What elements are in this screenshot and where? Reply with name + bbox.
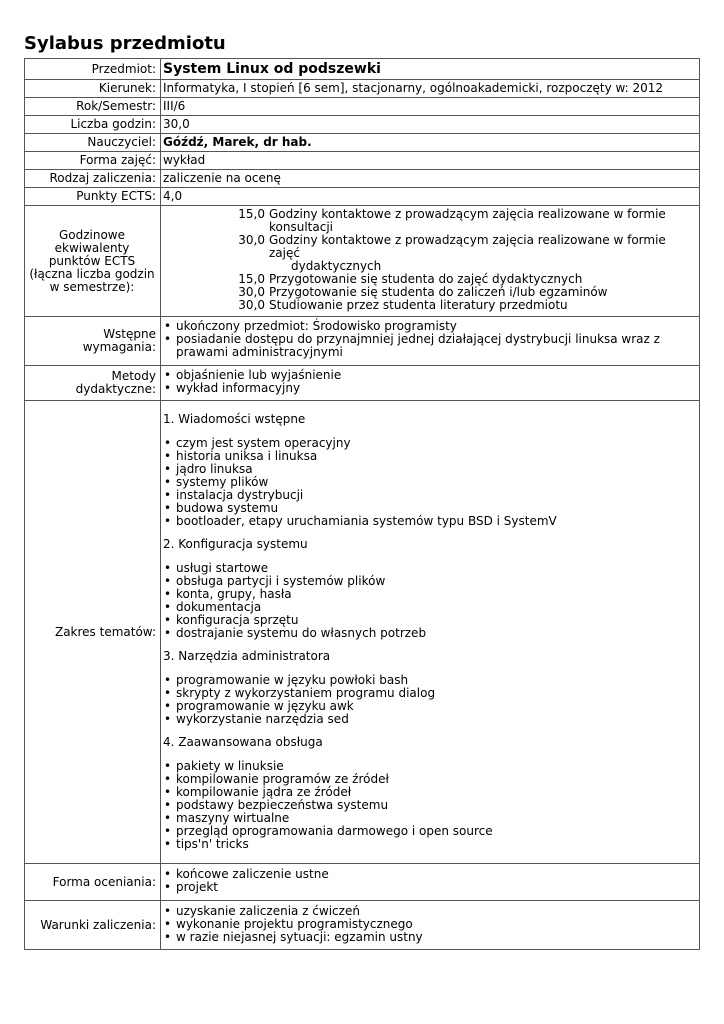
row-nauczyciel [25, 134, 700, 152]
list-item: • systemy plików [163, 476, 696, 489]
requirements-list [163, 320, 696, 359]
value-wymagania [161, 317, 700, 366]
label-forma: Forma zajęć: [25, 152, 161, 170]
list-item: • instalacja dystrybucji [163, 489, 696, 502]
methods-list [163, 369, 696, 395]
row-ocenianie [25, 864, 700, 901]
row-rodzaj [25, 170, 700, 188]
value-forma: wykład [161, 152, 700, 170]
label-ekwiwalenty: Godzinowe ekwiwalenty punktów ECTS (łączna liczba godzin w semestrze): [25, 206, 161, 317]
list-item: • projekt [163, 881, 696, 894]
list-item: • podstawy bezpieczeństwa systemu [163, 799, 696, 812]
label-nauczyciel: Nauczyciel: [25, 134, 161, 152]
value-rok: III/6 [161, 98, 700, 116]
ects-hours-text: Studiowanie przez studenta literatury przedmiotu [269, 298, 568, 312]
list-item: • kompilowanie programów ze źródeł [163, 773, 696, 786]
row-forma [25, 152, 700, 170]
row-warunki [25, 901, 700, 950]
value-warunki [161, 901, 700, 950]
label-rok: Rok/Semestr: [25, 98, 161, 116]
list-item: • dostrajanie systemu do własnych potrzeb [163, 627, 696, 640]
grading-list [163, 868, 696, 894]
list-item: • ukończony przedmiot: Środowisko programisty [163, 320, 696, 333]
value-metody [161, 366, 700, 401]
topics-content [163, 413, 696, 851]
ects-hours-value: 15,0 [238, 207, 265, 221]
topic-section-list [163, 437, 696, 528]
label-warunki: Warunki zaliczenia: [25, 901, 161, 950]
topic-section-heading: 2. Konfiguracja systemu [163, 537, 308, 551]
label-ects: Punkty ECTS: [25, 188, 161, 206]
ects-hours-text: Godziny kontaktowe z prowadzącym zajęcia realizowane w formie konsultacji [269, 207, 666, 234]
topic-section-list [163, 760, 696, 851]
label-godziny: Liczba godzin: [25, 116, 161, 134]
list-item: • konfiguracja sprzętu [163, 614, 696, 627]
row-wymagania [25, 317, 700, 366]
value-ocenianie [161, 864, 700, 901]
ects-hours-desc [269, 208, 696, 234]
label-metody: Metody dydaktyczne: [25, 366, 161, 401]
topic-section-heading: 3. Narzędzia administratora [163, 649, 331, 663]
row-ects [25, 188, 700, 206]
list-item: • objaśnienie lub wyjaśnienie [163, 369, 696, 382]
row-zakres [25, 401, 700, 864]
list-item: • końcowe zaliczenie ustne [163, 868, 696, 881]
label-zakres: Zakres tematów: [25, 401, 161, 864]
row-kierunek [25, 80, 700, 98]
label-rodzaj: Rodzaj zaliczenia: [25, 170, 161, 188]
value-rodzaj: zaliczenie na ocenę [161, 170, 700, 188]
label-kierunek: Kierunek: [25, 80, 161, 98]
syllabus-table [24, 58, 700, 950]
ects-hours-row [163, 299, 696, 312]
conditions-list [163, 905, 696, 944]
list-item: • bootloader, etapy uruchamiania systemów typu BSD i SystemV [163, 515, 696, 528]
list-item: • czym jest system operacyjny [163, 437, 696, 450]
value-zakres [161, 401, 700, 864]
list-item: • uzyskanie zaliczenia z ćwiczeń [163, 905, 696, 918]
ects-hours-row [163, 208, 696, 234]
list-item: • wykonanie projektu programistycznego [163, 918, 696, 931]
value-przedmiot: System Linux od podszewki [161, 59, 700, 80]
topic-section-list [163, 674, 696, 726]
list-item: • w razie niejasnej sytuacji: egzamin ustny [163, 931, 696, 944]
ects-hours-text: Godziny kontaktowe z prowadzącym zajęcia realizowane w formie zajęć [269, 233, 666, 260]
value-nauczyciel: Góźdź, Marek, dr hab. [161, 134, 700, 152]
ects-hours-value: 15,0 [238, 272, 265, 286]
list-item: • skrypty z wykorzystaniem programu dialog [163, 687, 696, 700]
value-godziny: 30,0 [161, 116, 700, 134]
ects-hours-value: 30,0 [238, 233, 265, 247]
page-title: Sylabus przedmiotu [24, 33, 226, 54]
topic-section-list [163, 562, 696, 640]
ects-hours-list [163, 208, 696, 312]
row-ekwiwalenty [25, 206, 700, 317]
row-metody [25, 366, 700, 401]
label-ocenianie: Forma oceniania: [25, 864, 161, 901]
list-item: • dokumentacja [163, 601, 696, 614]
list-item: • konta, grupy, hasła [163, 588, 696, 601]
list-item: • wykorzystanie narzędzia sed [163, 713, 696, 726]
row-godziny [25, 116, 700, 134]
value-ects: 4,0 [161, 188, 700, 206]
list-item: • pakiety w linuksie [163, 760, 696, 773]
list-item: • budowa systemu [163, 502, 696, 515]
topic-section-heading: 4. Zaawansowana obsługa [163, 735, 323, 749]
row-przedmiot [25, 59, 700, 80]
list-item: • usługi startowe [163, 562, 696, 575]
ects-hours-value: 30,0 [238, 285, 265, 299]
list-item: • posiadanie dostępu do przynajmniej jednej działającej dystrybucji linuksa wraz z prawami administracyjnymi [163, 333, 696, 359]
ects-hours-text: Przygotowanie się studenta do zaliczeń i/lub egzaminów [269, 285, 608, 299]
list-item: • historia uniksa i linuksa [163, 450, 696, 463]
ects-hours-text-cont: dydaktycznych [291, 259, 382, 273]
value-kierunek: Informatyka, I stopień [6 sem], stacjonarny, ogólnoakademicki, rozpoczęty w: 2012 [161, 80, 700, 98]
list-item: • przegląd oprogramowania darmowego i open source [163, 825, 696, 838]
value-ekwiwalenty [161, 206, 700, 317]
topic-section-heading: 1. Wiadomości wstępne [163, 412, 306, 426]
row-rok [25, 98, 700, 116]
ects-hours-row [163, 234, 696, 273]
list-item: • tips'n' tricks [163, 838, 696, 851]
label-wymagania: Wstępne wymagania: [25, 317, 161, 366]
list-item: • jądro linuksa [163, 463, 696, 476]
list-item: • wykład informacyjny [163, 382, 696, 395]
list-item: • obsługa partycji i systemów plików [163, 575, 696, 588]
ects-hours-text: Przygotowanie się studenta do zajęć dydaktycznych [269, 272, 583, 286]
list-item: • kompilowanie jądra ze źródeł [163, 786, 696, 799]
list-item: • maszyny wirtualne [163, 812, 696, 825]
ects-hours-value: 30,0 [238, 298, 265, 312]
list-item: • programowanie w języku awk [163, 700, 696, 713]
ects-hours-desc [269, 299, 696, 312]
ects-hours-desc [269, 234, 696, 273]
list-item: • programowanie w języku powłoki bash [163, 674, 696, 687]
label-przedmiot: Przedmiot: [25, 59, 161, 80]
